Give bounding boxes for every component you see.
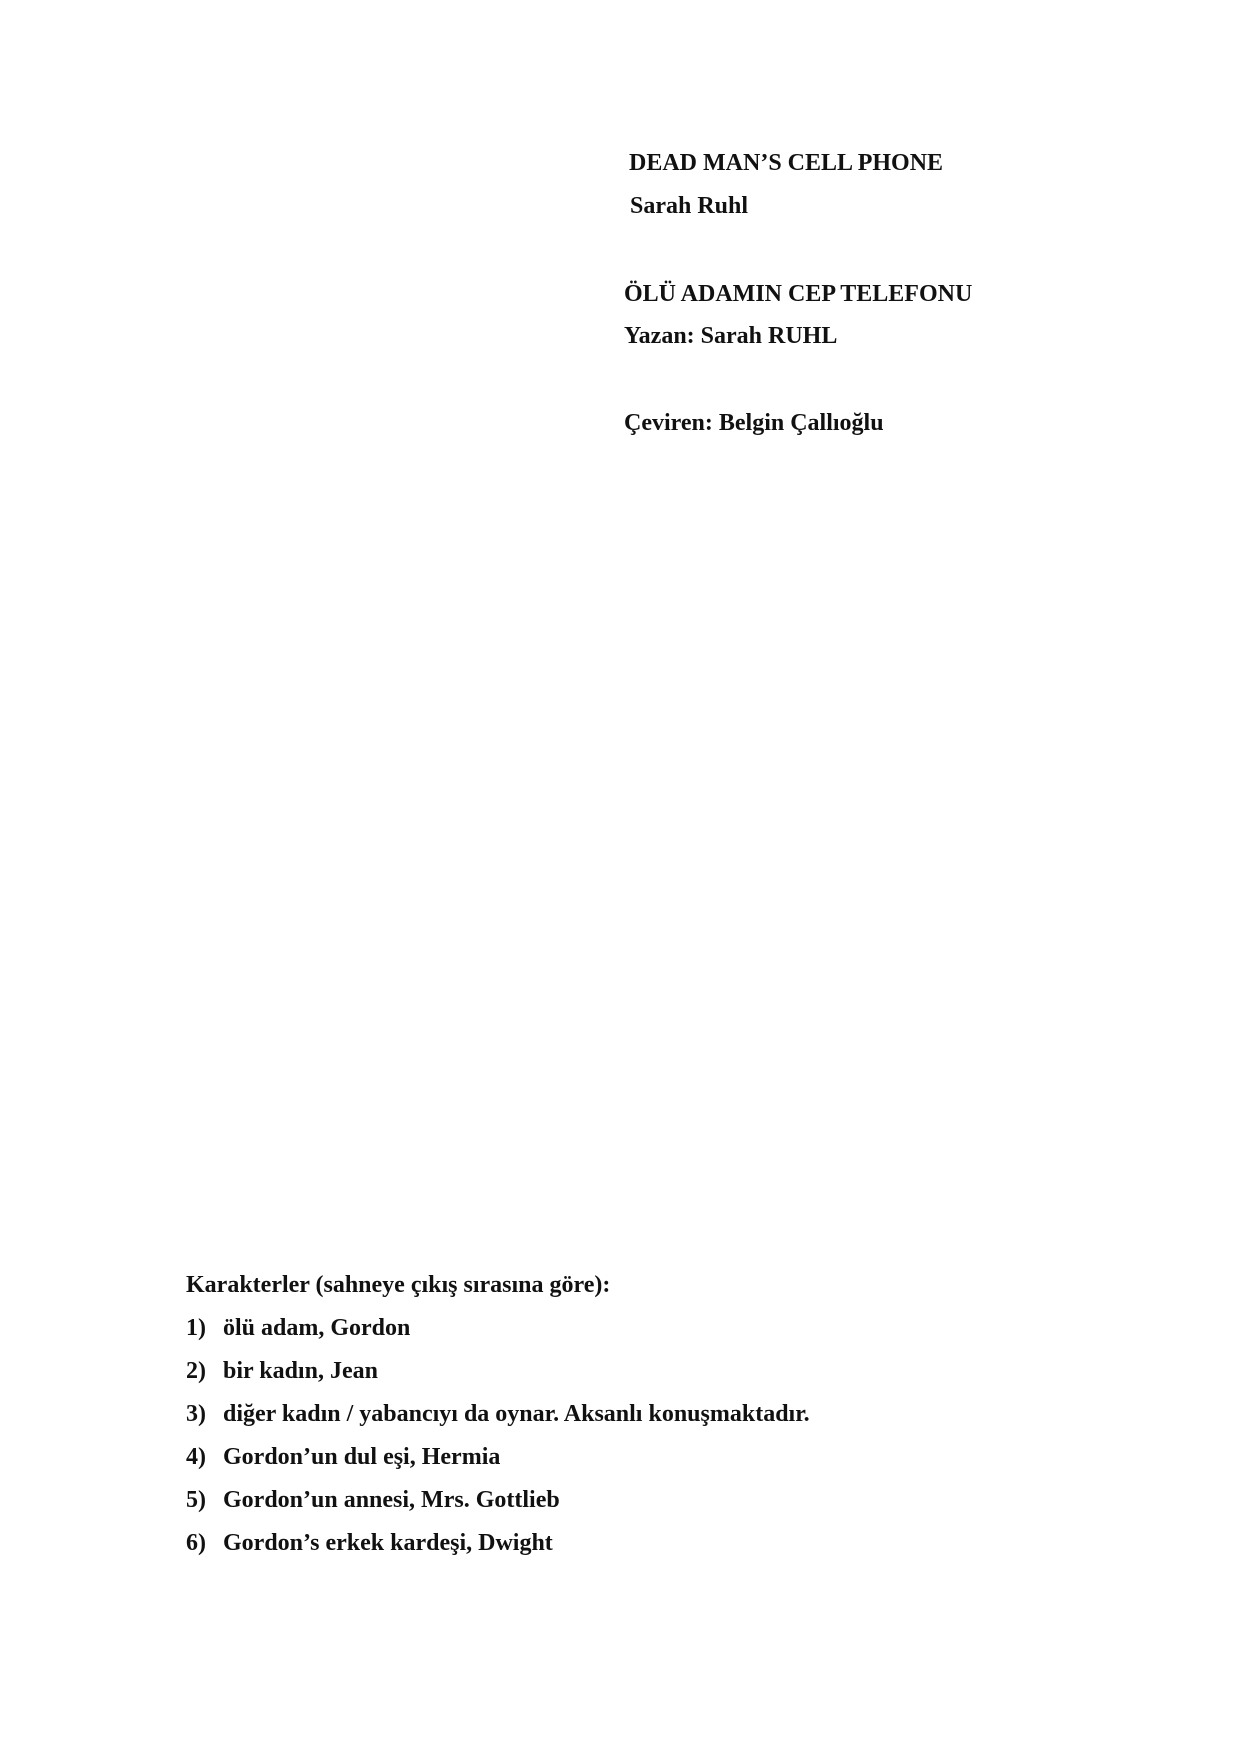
- character-text: Gordon’un annesi, Mrs. Gottlieb: [223, 1487, 560, 1513]
- character-text: Gordon’un dul eşi, Hermia: [223, 1444, 501, 1470]
- character-number: 2): [186, 1358, 206, 1384]
- character-item: [186, 1529, 1086, 1572]
- character-number: 6): [186, 1530, 206, 1556]
- character-number: 3): [186, 1401, 206, 1427]
- character-text: bir kadın, Jean: [223, 1358, 378, 1384]
- character-item: [186, 1400, 1086, 1443]
- character-item: [186, 1357, 1086, 1400]
- characters-section: [186, 1271, 1086, 1572]
- character-text: diğer kadın / yabancıyı da oynar. Aksanlı konuşmaktadır.: [223, 1401, 810, 1427]
- character-list: [186, 1314, 1086, 1572]
- character-item: [186, 1486, 1086, 1529]
- turkish-author: Yazan: Sarah RUHL: [624, 323, 838, 349]
- character-number: 5): [186, 1487, 206, 1513]
- character-text: ölü adam, Gordon: [223, 1315, 411, 1341]
- translator-credit: Çeviren: Belgin Çallıoğlu: [624, 410, 884, 436]
- character-number: 1): [186, 1315, 206, 1341]
- character-item: [186, 1443, 1086, 1486]
- characters-heading: Karakterler (sahneye çıkış sırasına göre):: [186, 1272, 611, 1298]
- character-item: [186, 1314, 1086, 1357]
- original-author: Sarah Ruhl: [630, 193, 749, 219]
- character-number: 4): [186, 1444, 206, 1470]
- character-text: Gordon’s erkek kardeşi, Dwight: [223, 1530, 553, 1556]
- original-title: DEAD MAN’S CELL PHONE: [629, 150, 944, 176]
- turkish-title: ÖLÜ ADAMIN CEP TELEFONU: [624, 281, 973, 307]
